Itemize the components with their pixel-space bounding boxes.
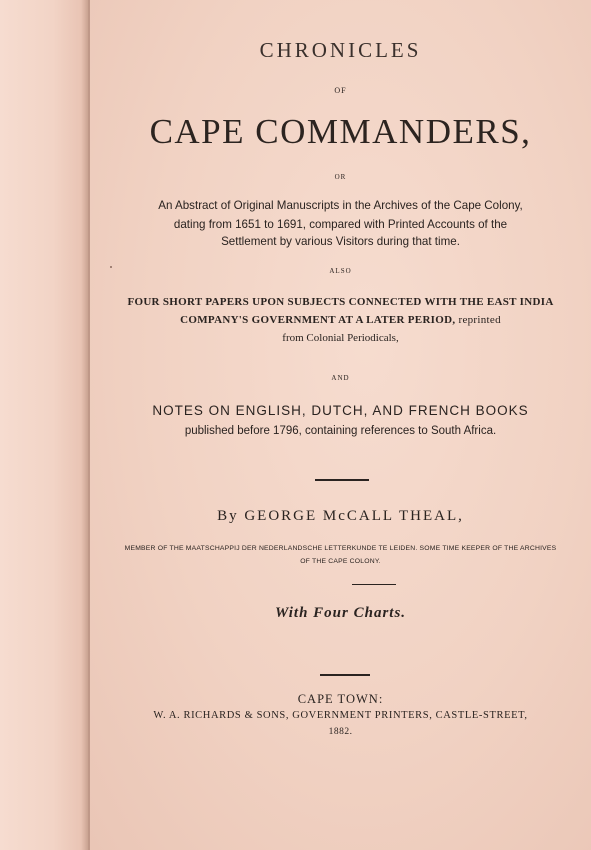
title-connector-of: OF (334, 86, 347, 95)
divider-rule-imprint (320, 674, 370, 676)
notes-line-1: NOTES ON ENGLISH, DUTCH, AND FRENCH BOOKS (152, 403, 529, 418)
imprint-place: CAPE TOWN: (297, 692, 384, 706)
membership-line-2: OF THE CAPE COLONY. (300, 558, 381, 565)
abstract-line-2: dating from 1651 to 1691, compared with Printed Accounts of the (173, 218, 508, 231)
abstract-line-3: Settlement by various Visitors during that time. (221, 235, 460, 248)
page-gutter (0, 0, 88, 850)
title-page (90, 0, 591, 850)
notes-line-2: published before 1796, containing references to South Africa. (184, 425, 497, 437)
title-line-2: CAPE COMMANDERS, (149, 112, 532, 151)
papers-line-2-bold: COMPANY'S GOVERNMENT AT A LATER PERIOD, (180, 314, 456, 326)
papers-line-3: from Colonial Periodicals, (282, 332, 399, 344)
title-connector-or: OR (334, 173, 347, 181)
abstract-line-1: An Abstract of Original Manuscripts in the Archives of the Cape Colony, (158, 199, 523, 212)
author-line: By GEORGE McCALL THEAL, (217, 508, 464, 524)
papers-line-2-rest: reprinted (458, 314, 501, 326)
imprint-year: 1882. (328, 727, 353, 737)
imprint-printers: W. A. RICHARDS & SONS, GOVERNMENT PRINTERS, CASTLE-STREET, (153, 710, 528, 721)
connector-also: ALSO (329, 267, 352, 275)
papers-line-2 (90, 314, 591, 326)
papers-line-1: FOUR SHORT PAPERS UPON SUBJECTS CONNECTED WITH THE EAST INDIA (127, 296, 554, 308)
title-line-1: CHRONICLES (259, 38, 422, 62)
charts-note: With Four Charts. (274, 605, 407, 621)
divider-rule (315, 479, 369, 481)
connector-and: AND (331, 374, 350, 382)
divider-rule-short (352, 584, 396, 585)
paper-speck (110, 266, 112, 268)
membership-line-1: MEMBER OF THE MAATSCHAPPIJ DER NEDERLANDSCHE LETTERKUNDE TE LEIDEN. SOME TIME KEEPER OF THE ARCHIVES (124, 545, 557, 552)
